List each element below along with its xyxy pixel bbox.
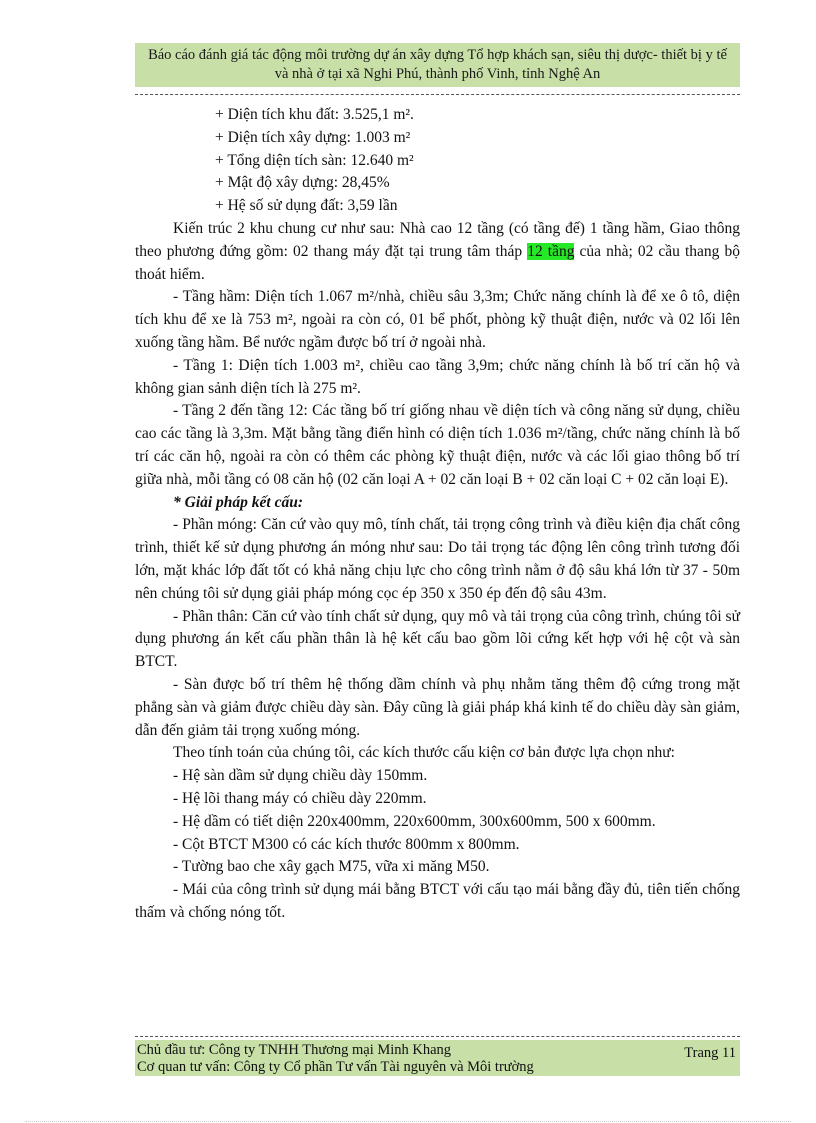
- report-header: [135, 46, 740, 84]
- architecture-text: Kiến trúc 2 khu chung cư như sau: Nhà cao 12 tầng (có tầng đế) 1 tầng hầm, Giao thông theo phương đứng gồm: 02 thang máy đặt tại trung tâm tháp: [135, 219, 740, 260]
- footer-divider: [135, 1036, 740, 1037]
- footer-investor: Chủ đầu tư: Công ty TNHH Thương mại Minh Khang: [137, 1042, 452, 1058]
- page-number: Trang 11: [684, 1045, 736, 1061]
- calculation-intro: Theo tính toán của chúng tôi, các kích thước cấu kiện cơ bản được lựa chọn như:: [173, 744, 675, 762]
- architecture-paragraph: [135, 218, 740, 286]
- document-body: [135, 104, 740, 925]
- footer-consultant: Cơ quan tư vấn: Công ty Cổ phần Tư vấn Tài nguyên và Môi trường: [137, 1059, 534, 1075]
- bullet-item: + Mật độ xây dựng: 28,45%: [215, 174, 390, 192]
- floor-slab-paragraph: - Sàn được bố trí thêm hệ thống dầm chính và phụ nhằm tăng thêm độ cứng trong mặt phẳng sàn và giảm được chiều dày sàn. Đây cũng là giải pháp khá kinh tế do chiều dày sàn giảm, dẫn đến giảm tải trọng xuống móng.: [135, 675, 740, 739]
- page-edge: [25, 1121, 791, 1122]
- highlighted-text: 12 tầng: [527, 242, 575, 260]
- structure-heading: * Giải pháp kết cấu:: [173, 493, 304, 511]
- roof-paragraph: - Mái của công trình sử dụng mái bằng BTCT với cấu tạo mái bằng đầy đủ, tiên tiến chống thấm và chống nóng tốt.: [135, 881, 740, 921]
- header-line-1: Báo cáo đánh giá tác động môi trường dự án xây dựng Tổ hợp khách sạn, siêu thị dược- thiết bị y tế: [148, 47, 727, 63]
- spec-item: - Hệ sàn dầm sử dụng chiều dày 150mm.: [173, 767, 428, 785]
- header-line-2: và nhà ở tại xã Nghi Phú, thành phố Vinh, tỉnh Nghệ An: [274, 66, 601, 82]
- bullet-item: + Hệ số sử dụng đất: 3,59 lần: [215, 197, 398, 215]
- spec-item: - Tường bao che xây gạch M75, vữa xi măng M50.: [173, 858, 490, 876]
- floor-1-paragraph: - Tầng 1: Diện tích 1.003 m², chiều cao tầng 3,9m; chức năng chính là bố trí căn hộ và không gian sảnh diện tích là 275 m².: [135, 356, 740, 397]
- body-structure-paragraph: - Phần thân: Căn cứ vào tính chất sử dụng, quy mô và tải trọng của công trình, chúng tôi sử dụng phương án kết cấu phần thân là hệ kết cấu bao gồm lõi cứng kết hợp với hệ cột và sàn BTCT.: [135, 607, 740, 671]
- floors-2-12-paragraph: - Tầng 2 đến tầng 12: Các tầng bố trí giống nhau về diện tích và công năng sử dụng, chiều cao các tầng là 3,3m. Mặt bằng tầng điển hình có diện tích 1.036 m²/tầng, chức năng chính là bố trí các căn hộ, ngoài ra còn có thêm các phòng kỹ thuật điện, nước và các lối giao thông bố trí giữa nhà, mỗi tầng có 08 căn hộ (02 căn loại A + 02 căn loại B + 02 căn loại C + 02 căn loại E).: [135, 402, 740, 488]
- spec-item: - Hệ lõi thang máy có chiều dày 220mm.: [173, 789, 427, 807]
- foundation-paragraph: - Phần móng: Căn cứ vào quy mô, tính chất, tải trọng công trình và điều kiện địa chất công trình, thiết kế sử dụng phương án móng như sau: Do tải trọng tác động lên công trình tương đối lớn, mặt khác lớp đất tốt có khả năng chịu lực cho công trình nằm ở độ sâu khá lớn từ 37 - 50m nên chúng tôi sử dụng giải pháp móng cọc ép 350 x 350 ép đến độ sâu 43m.: [135, 516, 740, 602]
- spec-item: - Hệ dầm có tiết diện 220x400mm, 220x600mm, 300x600mm, 500 x 600mm.: [173, 812, 656, 830]
- header-divider: [135, 94, 740, 95]
- bullet-item: + Tổng diện tích sàn: 12.640 m²: [215, 151, 414, 169]
- basement-paragraph: - Tầng hầm: Diện tích 1.067 m²/nhà, chiều sâu 3,3m; Chức năng chính là để xe ô tô, diện tích khu để xe là 753 m², ngoài ra còn có, 01 bể phốt, phòng kỹ thuật điện, nước và 02 lối lên xuống tầng hầm. Bể nước ngầm được bố trí ở ngoài nhà.: [135, 288, 740, 351]
- spec-item: - Cột BTCT M300 có các kích thước 800mm x 800mm.: [173, 835, 520, 853]
- architecture-text-end: của nhà; 02 cầu thang bộ thoát hiểm.: [135, 242, 740, 283]
- bullet-item: + Diện tích khu đất: 3.525,1 m².: [215, 106, 414, 123]
- bullet-item: + Diện tích xây dựng: 1.003 m²: [215, 128, 411, 146]
